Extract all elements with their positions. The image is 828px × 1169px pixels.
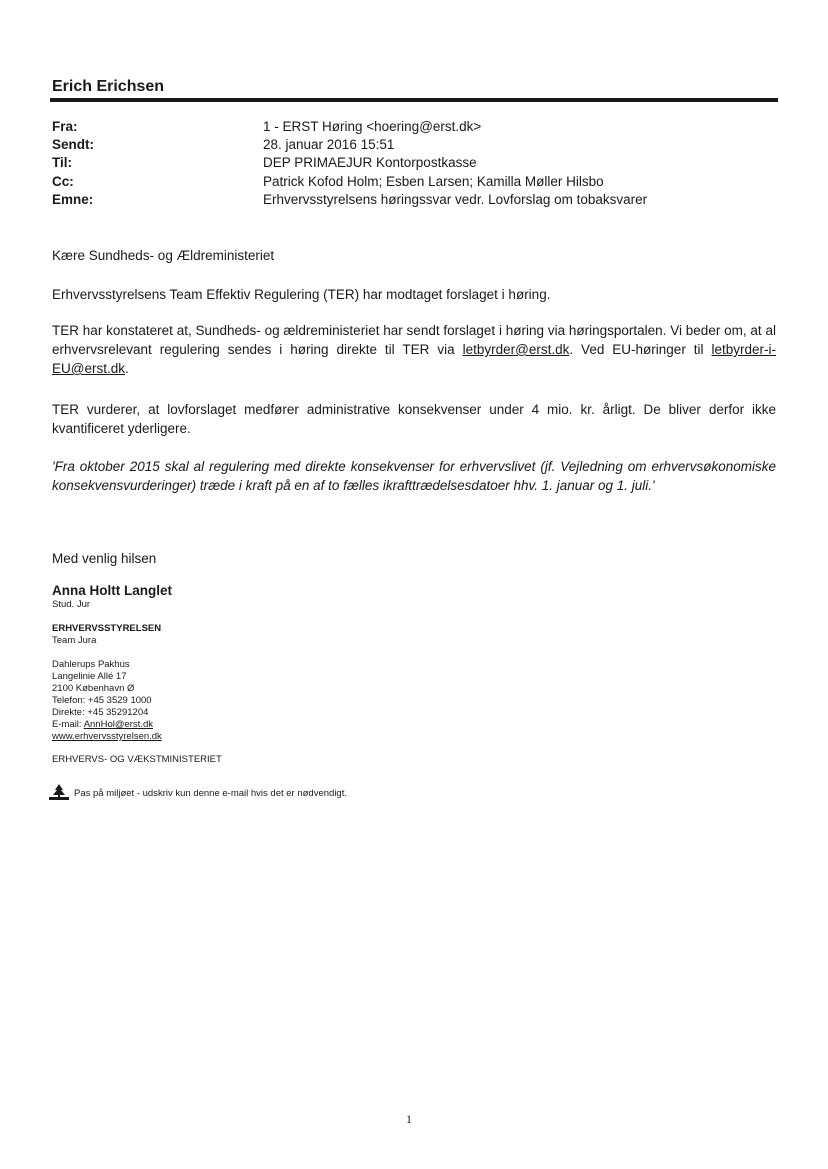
header-value-subject: Erhvervsstyrelsens høringssvar vedr. Lovforslag om tobaksvarer (263, 192, 648, 207)
header-value-sent: 28. januar 2016 15:51 (263, 137, 395, 152)
quote-paragraph: 'Fra oktober 2015 skal al regulering med direkte konsekvenser for erhvervslivet (jf. Vejledning om erhvervsøkonomiske konsekvensvurderinger) træde i kraft på en af to fælles ikrafttrædelsesdatoer hhv. 1. januar og 1. juli.' (52, 459, 776, 493)
signature-title: Stud. Jur (52, 599, 91, 610)
ministry-name: ERHVERVS- OG VÆKSTMINISTERIET (52, 754, 222, 765)
eco-note: Pas på miljøet - udskriv kun denne e-mail hvis det er nødvendigt. (74, 788, 347, 799)
website-line (52, 731, 162, 743)
paragraph-2 (52, 321, 776, 378)
header-label-sent: Sendt: (52, 137, 94, 152)
page-number: 1 (406, 1112, 412, 1126)
signature-email-link[interactable]: AnnHol@erst.dk (83, 719, 153, 730)
letbyrder-email-link[interactable]: letbyrder@erst.dk (462, 342, 570, 357)
header-label-to: Til: (52, 155, 72, 170)
phone-line: Telefon: +45 3529 1000 (52, 695, 152, 706)
closing: Med venlig hilsen (52, 551, 157, 566)
signature-team: Team Jura (52, 635, 97, 646)
greeting: Kære Sundheds- og Ældreministeriet (52, 248, 275, 263)
address-line-2: Langelinie Allé 17 (52, 671, 127, 682)
signature-org: ERHVERVSSTYRELSEN (52, 623, 162, 634)
header-label-from: Fra: (52, 119, 78, 134)
address-line-3: 2100 København Ø (52, 683, 135, 694)
direct-phone-line: Direkte: +45 35291204 (52, 707, 149, 718)
header-label-cc: Cc: (52, 174, 74, 189)
email-line (52, 719, 153, 731)
tree-icon (48, 783, 70, 801)
header-value-from: 1 - ERST Høring <hoering@erst.dk> (263, 119, 482, 134)
paragraph-2-text-b: . Ved EU-høringer til (569, 342, 712, 357)
paragraph-2-text-c: . (124, 361, 129, 376)
website-link[interactable]: www.erhvervsstyrelsen.dk (52, 731, 162, 742)
header-value-to: DEP PRIMAEJUR Kontorpostkasse (263, 155, 477, 170)
letbyrder-eu-email-link[interactable]: letbyrder-i-EU@erst.dk (52, 342, 777, 376)
paragraph-2-text-a: TER har konstateret at, Sundheds- og ældreministeriet har sendt forslaget i høring via høringsportalen. Vi beder om, at al erhvervsrelevant regulering sendes i høring direkte til TER via (52, 323, 776, 357)
email-label: E-mail: (52, 719, 84, 730)
header-divider (50, 98, 778, 102)
paragraph-1: Erhvervsstyrelsens Team Effektiv Regulering (TER) har modtaget forslaget i høring. (52, 287, 551, 302)
paragraph-3: TER vurderer, at lovforslaget medfører administrative konsekvenser under 4 mio. kr. årligt. De bliver derfor ikke kvantificeret yderligere. (52, 402, 776, 436)
address-line-1: Dahlerups Pakhus (52, 659, 130, 670)
header-label-subject: Emne: (52, 192, 94, 207)
signature-name: Anna Holtt Langlet (52, 583, 172, 598)
sender-name: Erich Erichsen (52, 78, 165, 95)
header-value-cc: Patrick Kofod Holm; Esben Larsen; Kamilla Møller Hilsbo (263, 174, 604, 189)
